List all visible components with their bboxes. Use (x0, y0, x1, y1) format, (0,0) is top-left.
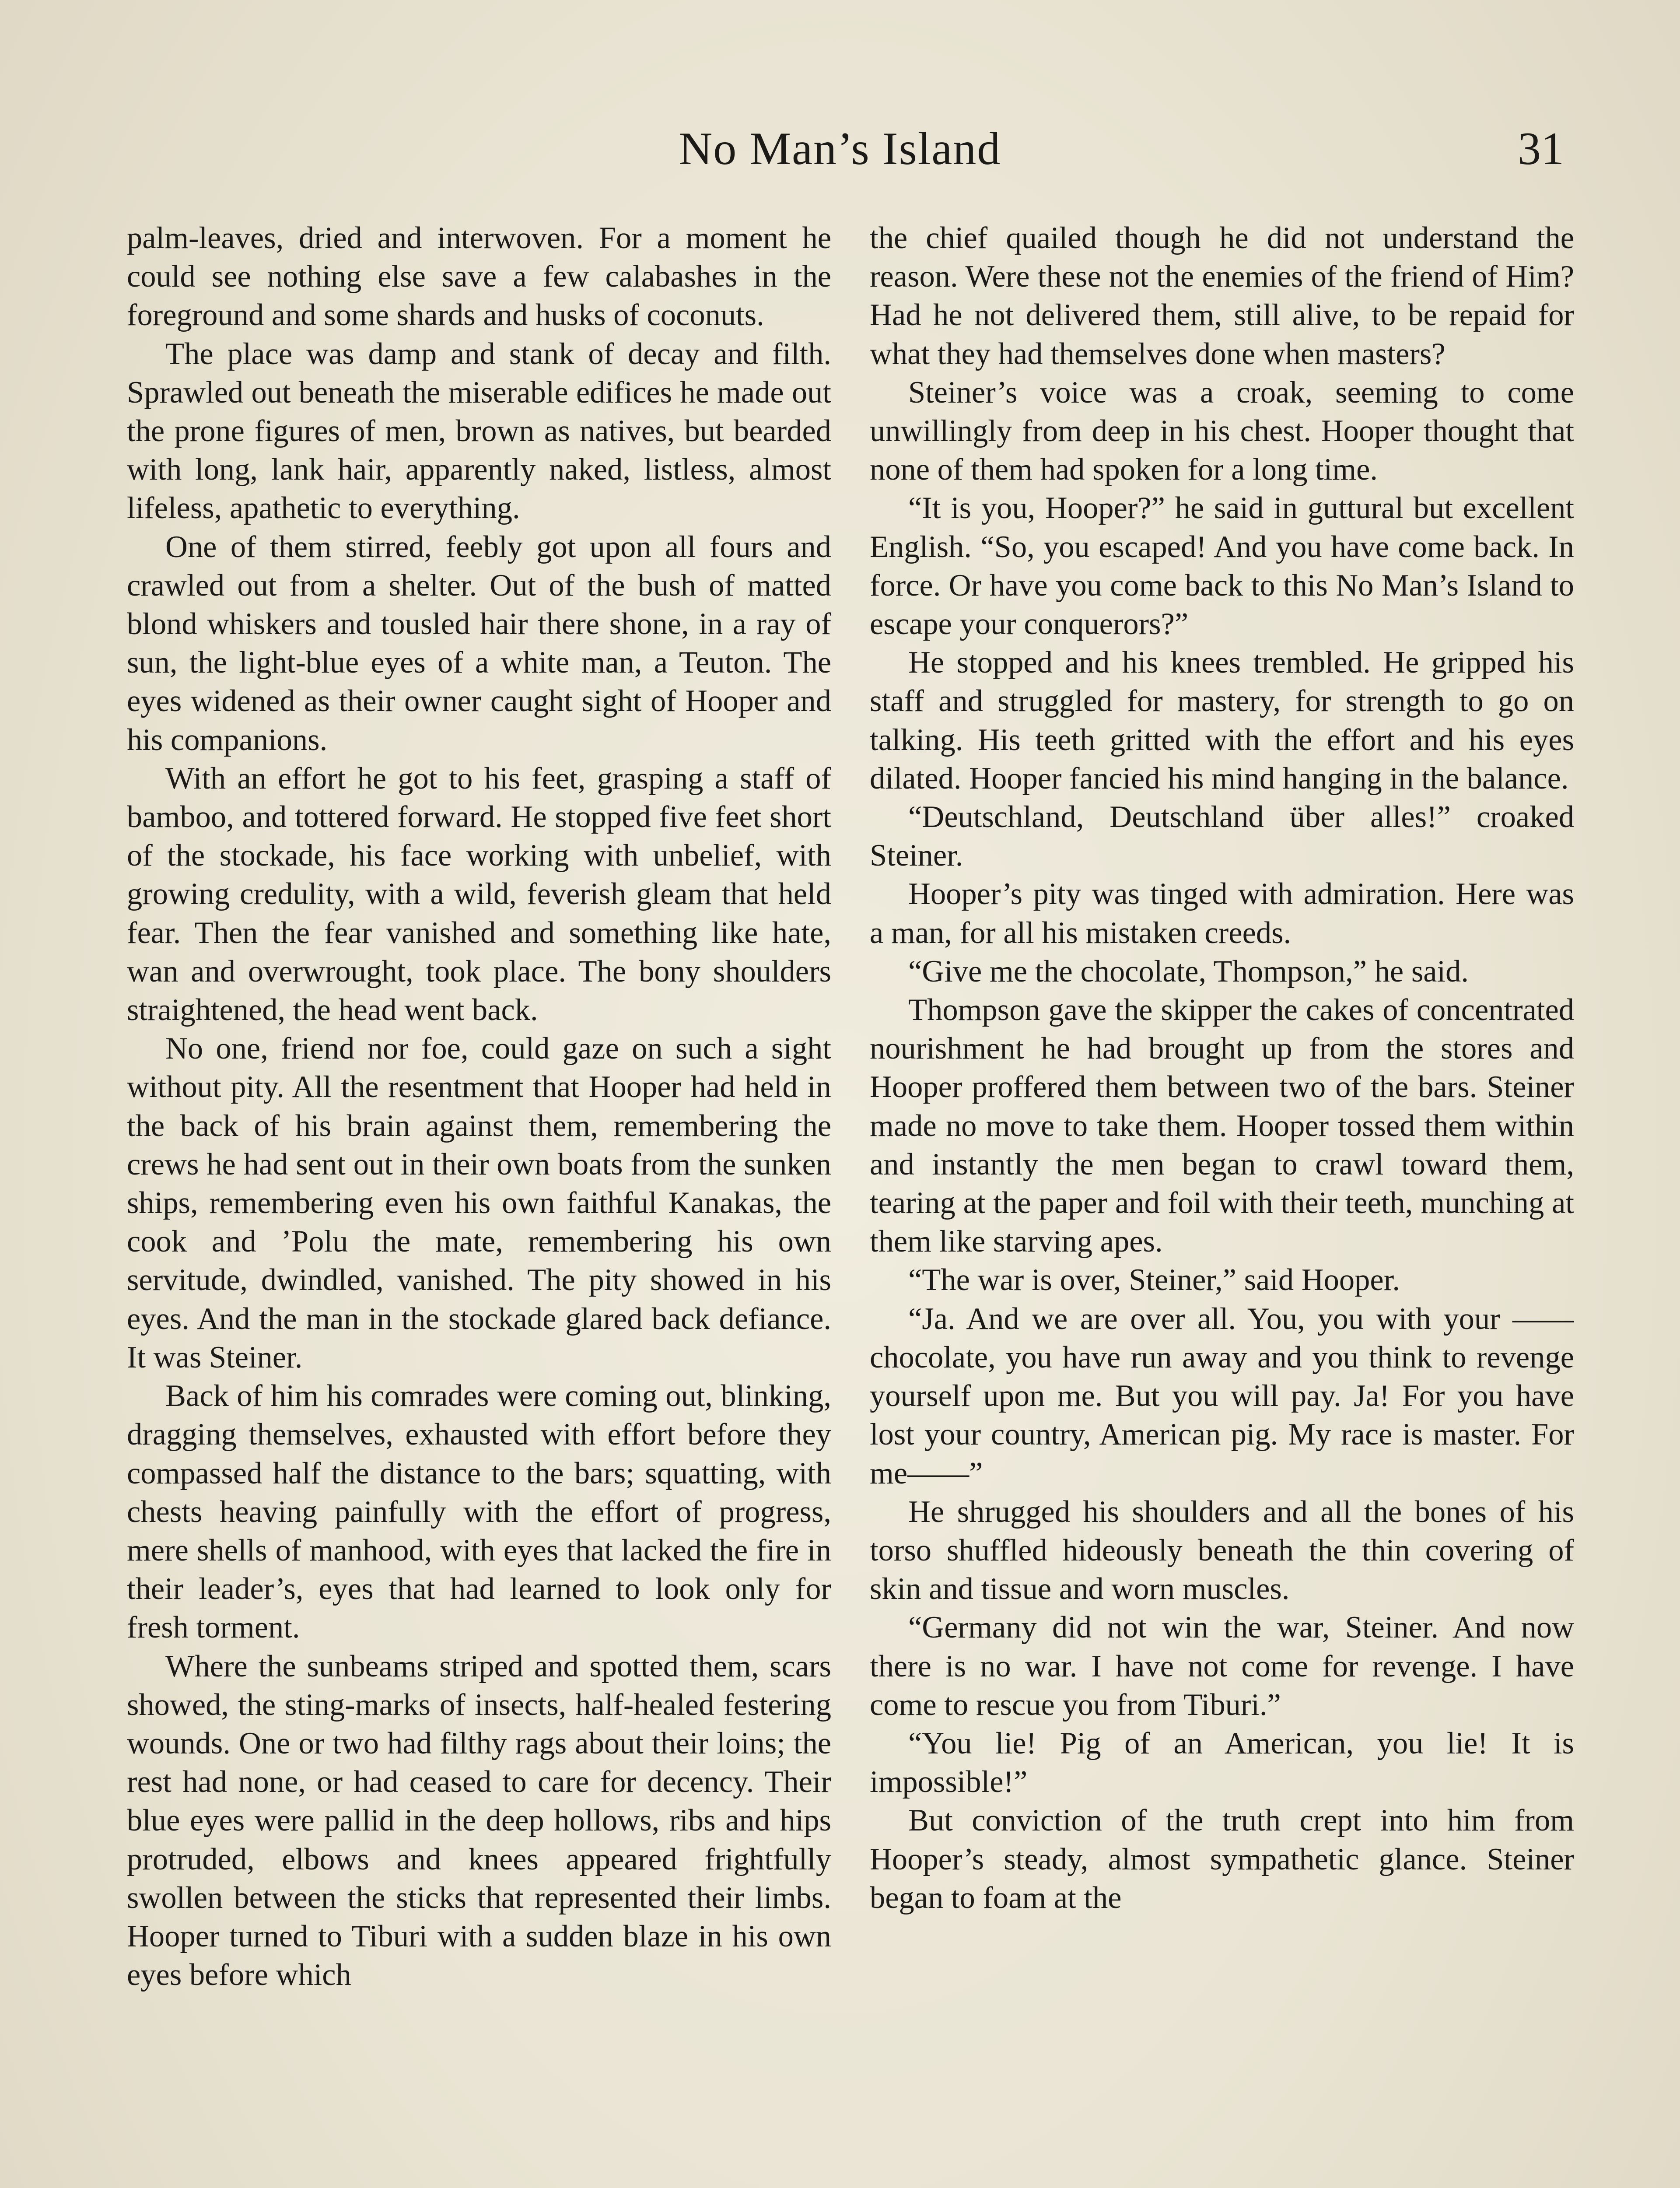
paragraph: the chief quailed though he did not understand the reason. Were these not the enemies of the friend of Him? Had he not delivered them, still alive, to be repaid for what they had themselves done when masters? (870, 221, 1574, 371)
paragraph: He stopped and his knees trembled. He gripped his staff and struggled for mastery, for strength to go on talking. His teeth gritted with the effort and his eyes dilated. Hooper fancied his mind hanging in the balance. (870, 645, 1574, 796)
paragraph: No one, friend nor foe, could gaze on such a sight without pity. All the resentment that Hooper had held in the back of his brain against them, remembering the crews he had sent out in their own boats from the sunken ships, remembering even his own faithful Kanakas, the cook and ’Polu the mate, remembering his own servitude, dwindled, vanished. The pity showed in his eyes. And the man in the stockade glared back defiance. It was Steiner. (127, 1031, 831, 1375)
paragraph: “Give me the chocolate, Thompson,” he said. (908, 954, 1469, 989)
paragraph: One of them stirred, feebly got upon all fours and crawled out from a shelter. Out of the bush of matted blond whiskers and tousled hair there shone, in a ray of sun, the light-blue eyes of a white man, a Teuton. The eyes widened as their owner caught sight of Hooper and his companions. (127, 529, 831, 757)
paragraph: Steiner’s voice was a croak, seeming to come unwillingly from deep in his chest. Hooper thought that none of them had spoken for a long time. (870, 375, 1574, 487)
paragraph: The place was damp and stank of decay and filth. Sprawled out beneath the miserable edifices he made out the prone figures of men, brown as natives, but bearded with long, lank hair, apparently naked, listless, almost lifeless, apathetic to everything. (127, 337, 831, 526)
right-column (870, 219, 1574, 2188)
page-header (0, 118, 1680, 179)
page-number: 31 (1518, 123, 1564, 174)
paragraph: Hooper’s pity was tinged with admiration. Here was a man, for all his mistaken creeds. (870, 877, 1574, 950)
paragraph: “Ja. And we are over all. You, you with your —— chocolate, you have run away and you think to revenge yourself upon me. But you will pay. Ja! For you have lost your country, American pig. My race is master. For me——” (870, 1301, 1574, 1490)
paragraph: He shrugged his shoulders and all the bones of his torso shuffled hideously beneath the thin covering of skin and tissue and worn muscles. (870, 1494, 1574, 1606)
paragraph: With an effort he got to his feet, grasping a staff of bamboo, and tottered forward. He stopped five feet short of the stockade, his face working with unbelief, with growing credulity, with a wild, feverish gleam that held fear. Then the fear vanished and something like hate, wan and overwrought, took place. The bony shoulders straightened, the head went back. (127, 761, 831, 1027)
paragraph: “It is you, Hooper?” he said in guttural but excellent English. “So, you escaped! And you have come back. In force. Or have you come back to this No Man’s Island to escape your conquerors?” (870, 491, 1574, 642)
paragraph-german-quote: “Deutschland, Deutschland über alles!” croaked Steiner. (870, 800, 1574, 873)
paragraph: “You lie! Pig of an American, you lie! It is impossible!” (870, 1726, 1574, 1799)
paragraph: Back of him his comrades were coming out, blinking, dragging themselves, exhausted with effort before they compassed half the distance to the bars; squatting, with chests heaving painfully with the effort of progress, mere shells of manhood, with eyes that lacked the fire in their leader’s, eyes that had learned to look only for fresh torment. (127, 1379, 831, 1645)
paragraph: Thompson gave the skipper the cakes of concentrated nourishment he had brought up from the stores and Hooper proffered them between two of the bars. Steiner made no move to take them. Hooper tossed them within and instantly the men began to crawl toward them, tearing at the paper and foil with their teeth, munching at them like starving apes. (870, 993, 1574, 1259)
paragraph: Where the sunbeams striped and spotted them, scars showed, the sting-marks of insects, half-healed festering wounds. One or two had filthy rags about their loins; the rest had none, or had ceased to care for decency. Their blue eyes were pallid in the deep hollows, ribs and hips protruded, elbows and knees appeared frightfully swollen between the sticks that represented their limbs. Hooper turned to Tiburi with a sudden blaze in his own eyes before which (127, 1649, 831, 1992)
paragraph: “The war is over, Steiner,” said Hooper. (908, 1263, 1400, 1297)
paragraph: “Germany did not win the war, Steiner. And now there is no war. I have not come for revenge. I have come to rescue you from Tiburi.” (870, 1610, 1574, 1722)
paragraph: palm-leaves, dried and interwoven. For a moment he could see nothing else save a few calabashes in the foreground and some shards and husks of coconuts. (127, 221, 831, 333)
running-title: No Man’s Island (679, 123, 1001, 174)
left-column (127, 219, 831, 2188)
paragraph: But conviction of the truth crept into him from Hooper’s steady, almost sympathetic glance. Steiner began to foam at the (870, 1803, 1574, 1915)
